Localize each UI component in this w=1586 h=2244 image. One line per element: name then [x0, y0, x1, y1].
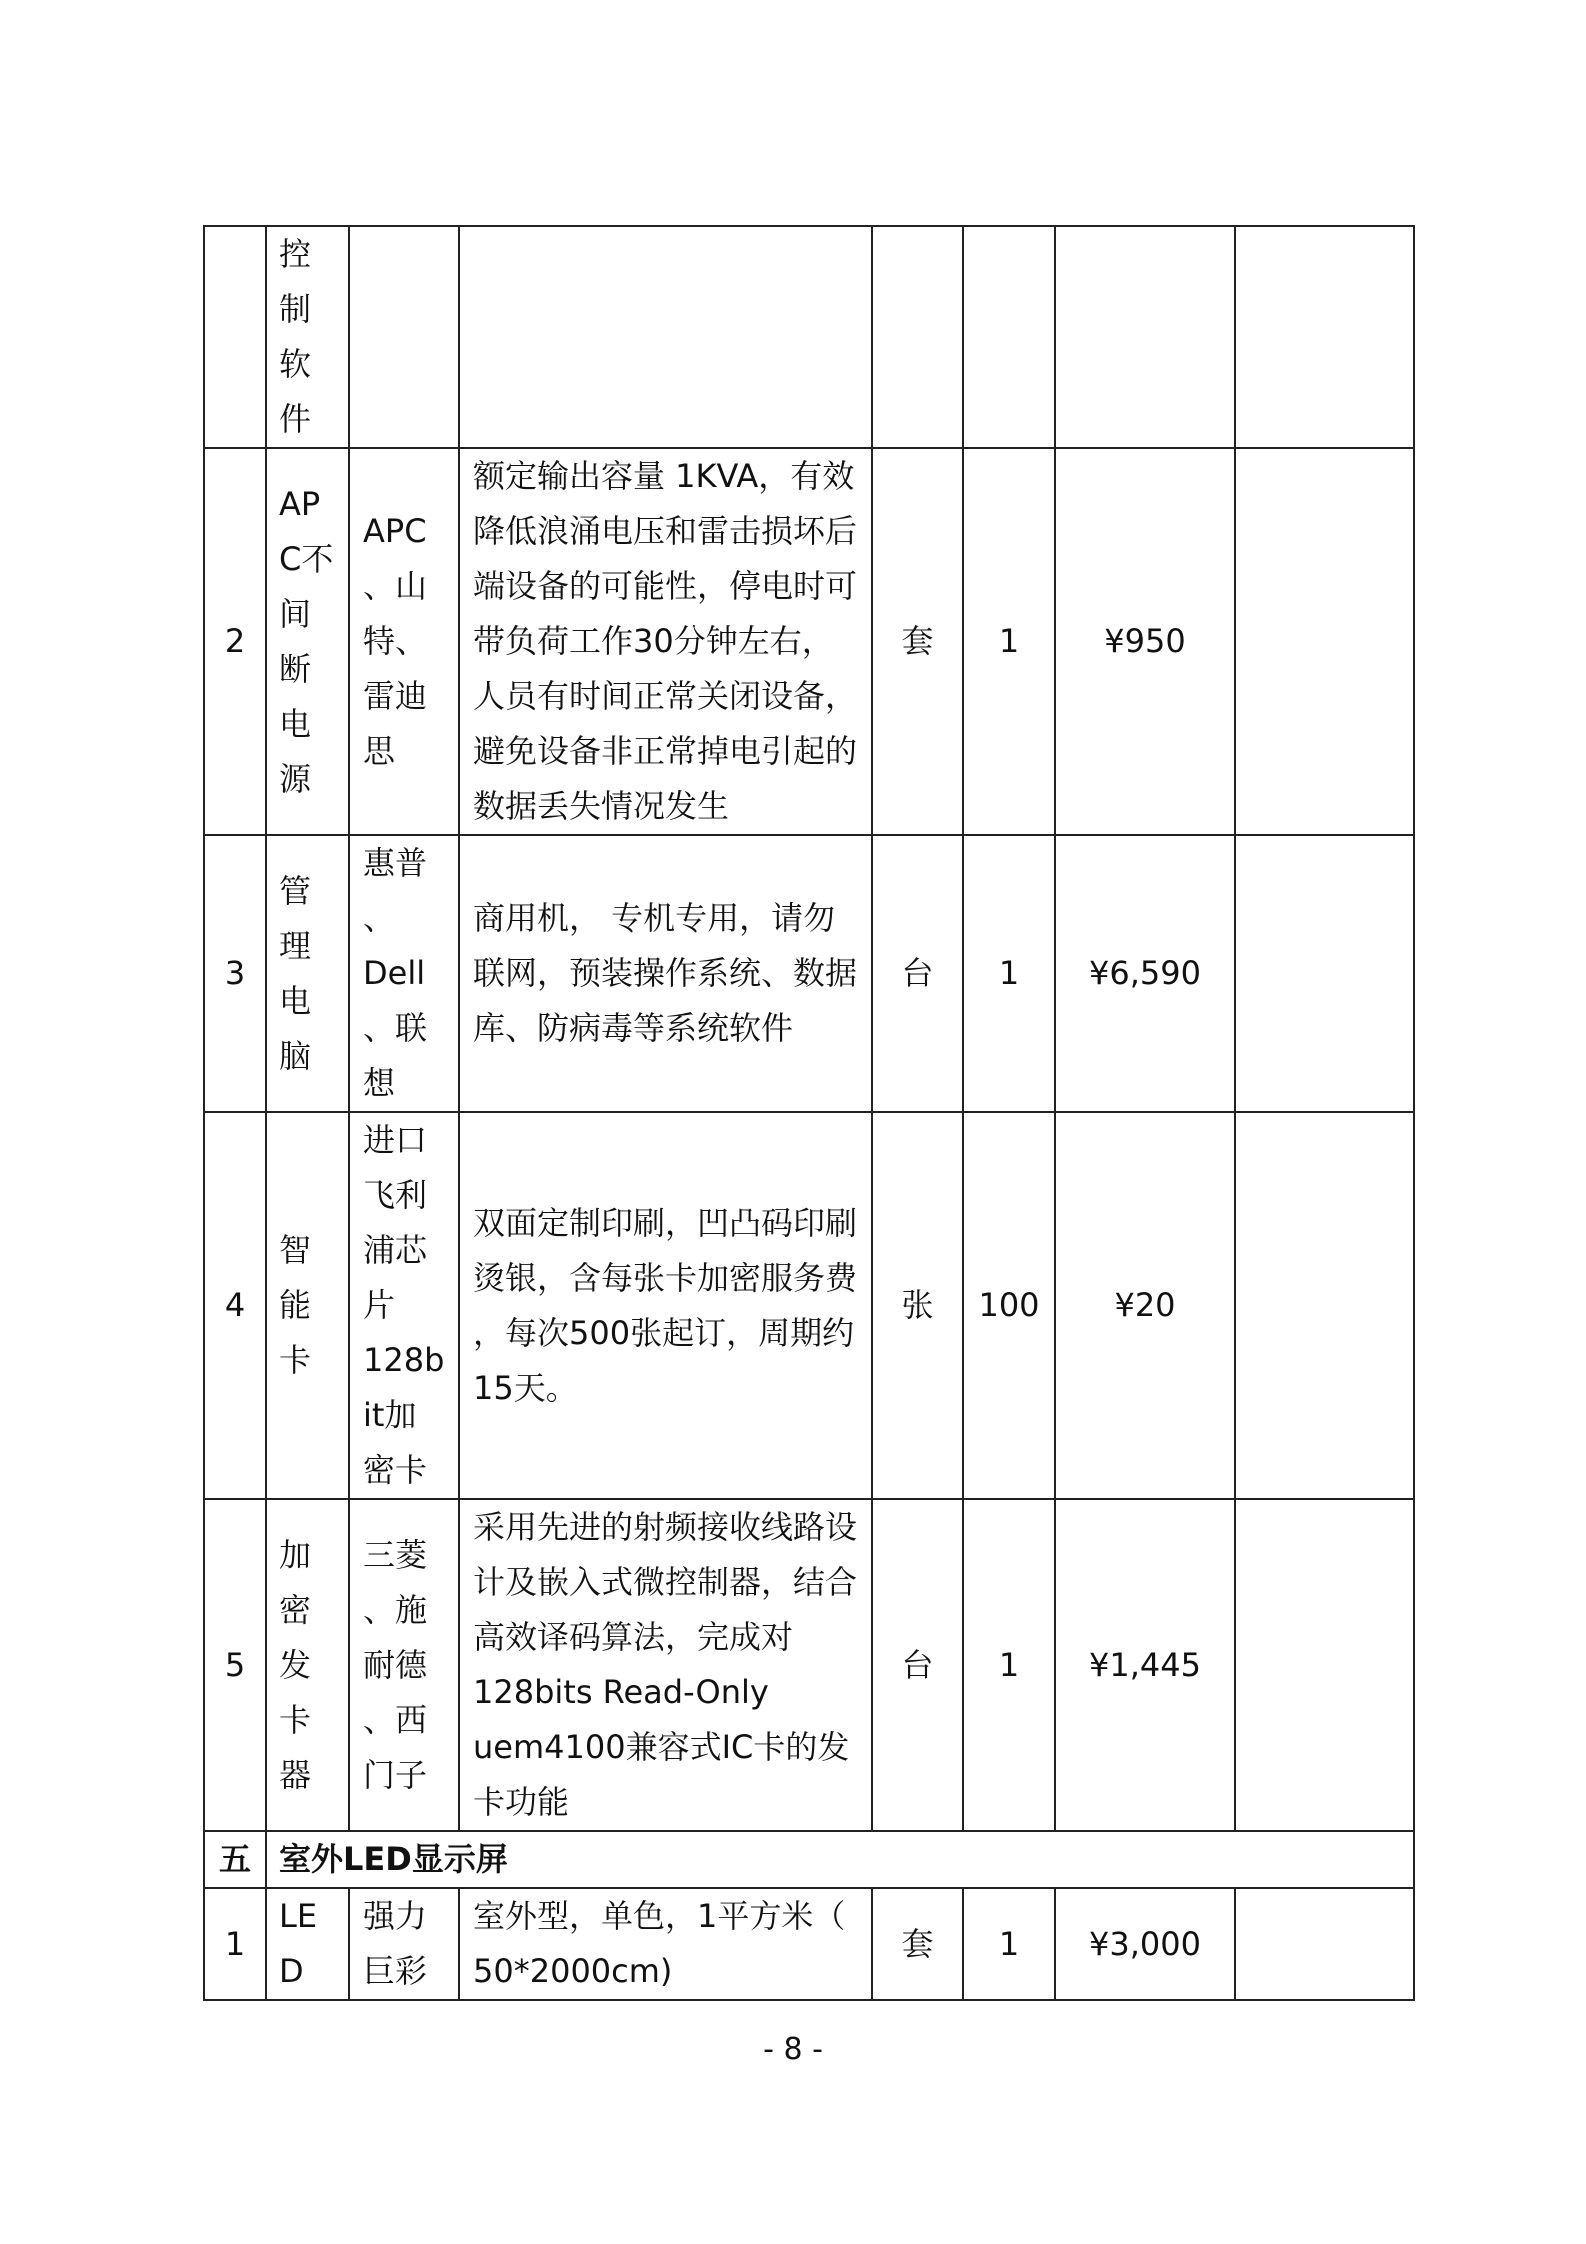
- item-name-line: 控: [279, 235, 312, 273]
- item-brand-line: 128b: [363, 1341, 445, 1379]
- table-row: [204, 835, 1414, 1112]
- table-row: [204, 1888, 1414, 2000]
- item-brand-line: 三菱: [363, 1535, 428, 1574]
- item-spec-line: 双面定制印刷，凹凸码印刷: [473, 1203, 858, 1242]
- item-number: 1: [204, 1888, 266, 2000]
- item-name-line: 理: [279, 926, 312, 965]
- item-name: [266, 835, 349, 1112]
- item-spec-line: 端设备的可能性，停电时可: [473, 567, 858, 605]
- section-title: 室外LED显示屏: [266, 1831, 1414, 1888]
- item-price: ¥950: [1055, 448, 1235, 835]
- item-spec-line: 128bits Read-Only: [473, 1673, 769, 1711]
- item-name-line: 密: [279, 1590, 312, 1629]
- item-brand-line: 片: [363, 1286, 396, 1324]
- item-number: 3: [204, 835, 266, 1112]
- item-unit: 张: [872, 1112, 963, 1499]
- item-note: [1235, 1112, 1414, 1499]
- item-name-line: 软: [279, 345, 312, 383]
- item-name-line: 器: [279, 1755, 312, 1794]
- item-note: [1235, 1888, 1414, 2000]
- item-name: [266, 226, 349, 448]
- item-spec: [459, 448, 872, 835]
- item-name-line: 脑: [279, 1036, 312, 1075]
- item-spec-line: 商用机， 专机专用，请勿: [473, 899, 836, 937]
- item-name-line: 间: [279, 594, 312, 633]
- item-note: [1235, 1499, 1414, 1831]
- item-number: 2: [204, 448, 266, 835]
- item-name-line: 智: [279, 1231, 312, 1269]
- item-name-line: LE: [279, 1897, 318, 1935]
- item-spec: [459, 1888, 872, 2000]
- item-name: [266, 1499, 349, 1831]
- item-spec-line: 库、防病毒等系统软件: [473, 1009, 794, 1047]
- item-spec-line: 带负荷工作30分钟左右，: [473, 622, 834, 660]
- item-name-line: D: [279, 1952, 304, 1990]
- item-unit: 台: [872, 1499, 963, 1831]
- item-brand: [349, 1499, 459, 1831]
- item-name-line: 加: [279, 1535, 312, 1574]
- item-quantity: 1: [963, 1499, 1055, 1831]
- item-spec-line: 高效译码算法，完成对: [473, 1618, 794, 1656]
- item-name-line: 源: [279, 759, 312, 798]
- item-spec-line: 降低浪涌电压和雷击损坏后: [473, 512, 858, 550]
- item-quantity: 100: [963, 1112, 1055, 1499]
- item-note: [1235, 835, 1414, 1112]
- item-brand-line: 飞利: [363, 1176, 428, 1214]
- item-quantity: 1: [963, 835, 1055, 1112]
- item-name-line: 卡: [279, 1700, 312, 1739]
- item-brand-line: 巨彩: [363, 1952, 428, 1990]
- item-note: [1235, 226, 1414, 448]
- item-name: [266, 1112, 349, 1499]
- item-name-line: 能: [279, 1286, 312, 1324]
- item-spec-line: 额定输出容量 1KVA，有效: [473, 457, 855, 495]
- item-price: ¥3,000: [1055, 1888, 1235, 2000]
- page-number: - 8 -: [763, 2032, 823, 2067]
- item-spec-line: 联网，预装操作系统、数据: [473, 954, 858, 992]
- item-brand-line: 特、: [363, 622, 428, 660]
- item-brand-line: 密卡: [363, 1451, 428, 1489]
- item-name: [266, 1888, 349, 2000]
- item-brand-line: 、: [363, 899, 396, 937]
- item-name-line: AP: [279, 484, 321, 523]
- item-spec-line: 室外型，单色，1平方米（: [473, 1897, 846, 1935]
- section-header-row: [204, 1831, 1414, 1888]
- item-price: [1055, 226, 1235, 448]
- item-spec: [459, 226, 872, 448]
- item-brand-line: it加: [363, 1396, 417, 1434]
- item-brand-line: 强力: [363, 1897, 428, 1935]
- item-brand-line: 、西: [363, 1700, 428, 1739]
- item-name-line: 发: [279, 1645, 312, 1684]
- item-spec-line: 15天。: [473, 1368, 578, 1407]
- item-brand-line: 浦芯: [363, 1231, 428, 1269]
- item-spec-line: 计及嵌入式微控制器，结合: [473, 1563, 858, 1601]
- item-number: [204, 226, 266, 448]
- item-name-line: 管: [279, 871, 312, 910]
- item-quantity: 1: [963, 448, 1055, 835]
- item-quantity: [963, 226, 1055, 448]
- item-brand: [349, 448, 459, 835]
- item-spec: [459, 835, 872, 1112]
- item-brand-line: Dell: [363, 954, 426, 992]
- item-brand: [349, 835, 459, 1112]
- item-brand-line: 思: [363, 732, 396, 770]
- item-spec-line: 数据丢失情况发生: [473, 787, 730, 825]
- item-brand: [349, 1888, 459, 2000]
- item-brand-line: 雷迪: [363, 677, 428, 715]
- item-brand-line: 门子: [363, 1755, 428, 1794]
- item-unit: 台: [872, 835, 963, 1112]
- item-brand: [349, 1112, 459, 1499]
- item-name: [266, 448, 349, 835]
- item-brand-line: 、施: [363, 1590, 428, 1629]
- item-note: [1235, 448, 1414, 835]
- item-name-line: 断: [279, 649, 312, 688]
- item-brand-line: 进口: [363, 1121, 428, 1159]
- table-row: [204, 448, 1414, 835]
- item-brand-line: APC: [363, 512, 427, 550]
- table-row: [204, 1112, 1414, 1499]
- item-spec-line: 避免设备非正常掉电引起的: [473, 732, 858, 770]
- item-price: ¥1,445: [1055, 1499, 1235, 1831]
- item-number: 5: [204, 1499, 266, 1831]
- item-name-line: 电: [279, 981, 312, 1020]
- item-brand-line: 惠普: [363, 844, 428, 882]
- table-row: [204, 1499, 1414, 1831]
- item-name-line: 件: [279, 400, 312, 438]
- item-spec-line: 50*2000cm): [473, 1952, 673, 1990]
- item-name-line: C不: [279, 539, 334, 578]
- item-brand-line: 耐德: [363, 1645, 428, 1684]
- item-brand-line: 、山: [363, 567, 428, 605]
- item-unit: 套: [872, 1888, 963, 2000]
- item-spec: [459, 1499, 872, 1831]
- item-spec-line: 采用先进的射频接收线路设: [473, 1508, 858, 1546]
- item-name-line: 电: [279, 704, 312, 743]
- item-spec: [459, 1112, 872, 1499]
- item-brand: [349, 226, 459, 448]
- item-price: ¥6,590: [1055, 835, 1235, 1112]
- item-spec-line: 人员有时间正常关闭设备，: [473, 677, 858, 715]
- item-brand-line: 、联: [363, 1009, 428, 1047]
- item-quantity: 1: [963, 1888, 1055, 2000]
- section-number: 五: [204, 1831, 266, 1888]
- item-spec-line: ，每次500张起订，周期约: [473, 1313, 855, 1352]
- item-number: 4: [204, 1112, 266, 1499]
- item-spec-line: uem4100兼容式IC卡的发: [473, 1728, 850, 1766]
- item-name-line: 制: [279, 290, 312, 328]
- item-spec-line: 烫银，含每张卡加密服务费: [473, 1258, 858, 1297]
- item-unit: 套: [872, 448, 963, 835]
- equipment-table: [203, 225, 1415, 2001]
- item-brand-line: 想: [363, 1064, 396, 1102]
- item-unit: [872, 226, 963, 448]
- item-name-line: 卡: [279, 1341, 312, 1379]
- table-row: [204, 226, 1414, 448]
- item-price: ¥20: [1055, 1112, 1235, 1499]
- item-spec-line: 卡功能: [473, 1783, 570, 1821]
